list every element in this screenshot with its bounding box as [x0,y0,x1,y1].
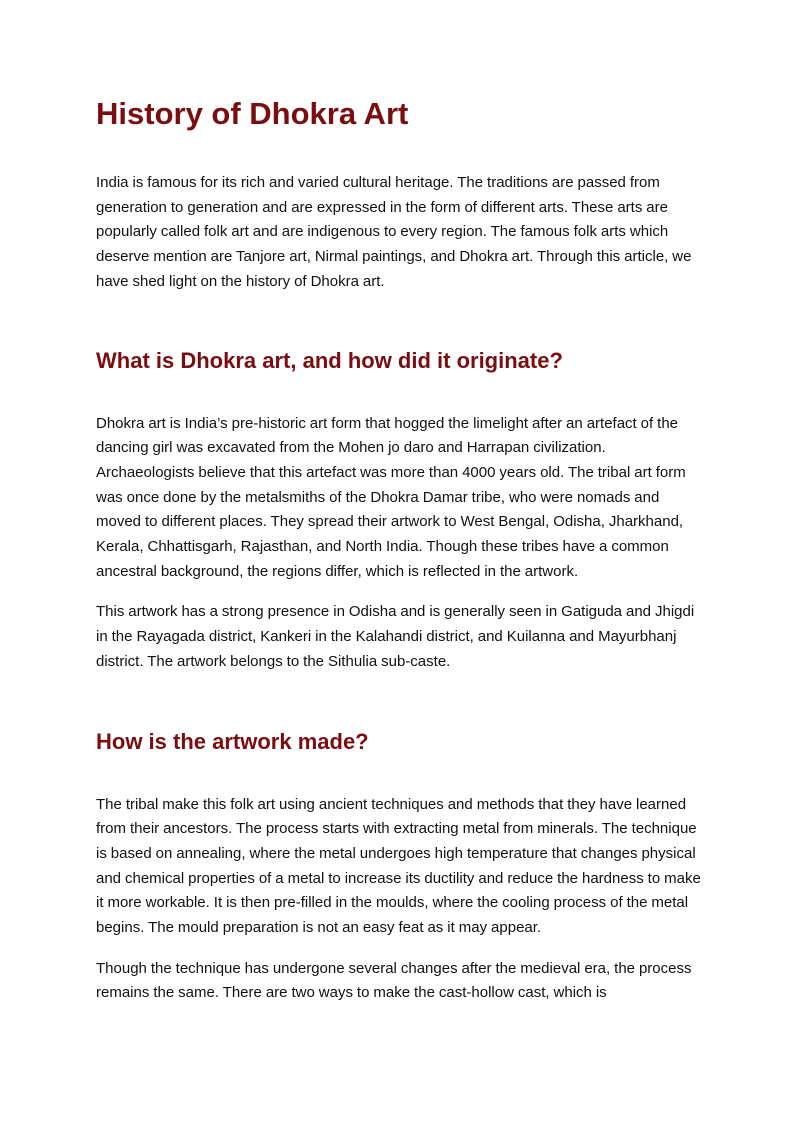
origin-paragraph-1: Dhokra art is India’s pre-historic art form that hogged the limelight after an artefact of the dancing girl was excavated from the Mohen jo daro and Harrapan civilization. Archaeologists believe that this artefact was more than 4000 years old. The tribal art form was once done by the metalsmiths of the Dhokra Damar tribe, who were nomads and moved to different places. They spread their artwork to West Bengal, Odisha, Jharkhand, Kerala, Chhattisgarh, Rajasthan, and North India. Though these tribes have a common ancestral background, the regions differ, which is reflected in the artwork. [96,414,686,580]
origin-paragraph-2: This artwork has a strong presence in Odisha and is generally seen in Gatiguda and Jhigdi in the Rayagada district, Kankeri in the Kalahandi district, and Kuilanna and Mayurbhanj district. The artwork belongs to the Sithulia sub-caste. [96,603,695,670]
section-heading-origin: What is Dhokra art, and how did it originate? [96,347,563,373]
document-page [96,92,702,1006]
process-paragraph-2: Though the technique has undergone several changes after the medieval era, the process remains the same. There are two ways to make the cast-hollow cast, which is [96,959,692,1002]
process-paragraph-1: The tribal make this folk art using ancient techniques and methods that they have learned from their ancestors. The process starts with extracting metal from minerals. The technique is based on annealing, where the metal undergoes high temperature that changes physical and chemical properties of a metal to increase its ductility and reduce the hardness to make it more workable. It is then pre-filled in the moulds, where the cooling process of the metal begins. The mould preparation is not an easy feat as it may appear. [96,795,701,937]
page-title: History of Dhokra Art [96,96,409,131]
intro-paragraph: India is famous for its rich and varied cultural heritage. The traditions are passed from generation to generation and are expressed in the form of different arts. These arts are popularly called folk art and are indigenous to every region. The famous folk arts which deserve mention are Tanjore art, Nirmal paintings, and Dhokra art. Through this article, we have shed light on the history of Dhokra art. [96,174,692,290]
section-heading-process: How is the artwork made? [96,728,369,754]
